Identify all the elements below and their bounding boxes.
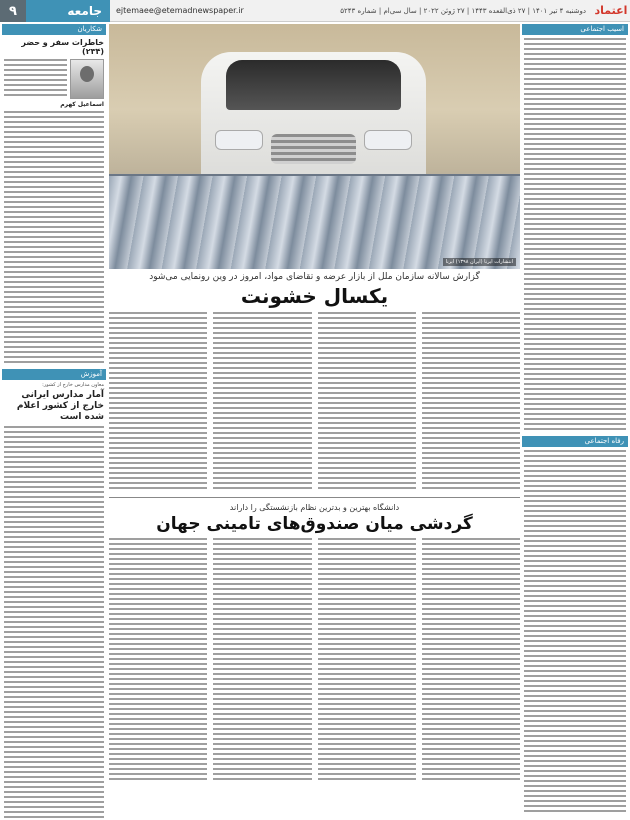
column-text-top — [4, 59, 67, 99]
lead-text-col — [422, 312, 520, 492]
right-section-bar: اسیب اجتماعی — [522, 24, 628, 35]
left-column — [2, 24, 106, 820]
dateline: دوشنبه ۴ تیر ۱۴۰۱ | ۲۷ ذی‌القعده ۱۴۴۳ | ۲۷ ژوئن ۲۰۲۲ | سال سی‌ام | شماره ۵۲۴۳ — [340, 6, 586, 15]
lead-text-col — [318, 312, 416, 492]
welfare-section-bar: رفاه اجتماعی — [522, 436, 628, 447]
second-body — [109, 538, 520, 782]
right-text-top — [524, 38, 626, 433]
second-text-col — [109, 538, 207, 782]
second-headline: گردشی میان صندوق‌های تامینی جهان — [156, 514, 473, 534]
column-text — [4, 111, 104, 366]
newspaper-logo: اعتماد — [592, 0, 630, 22]
second-text-col — [318, 538, 416, 782]
lead-text-col — [109, 312, 207, 492]
header-info — [110, 0, 592, 22]
education-section-bar: آموزش — [2, 369, 106, 380]
author-name: اسماعیل کهرم — [60, 101, 104, 108]
second-text-col — [213, 538, 311, 782]
column-section-bar: شکاریان — [2, 24, 106, 35]
right-column — [522, 24, 628, 820]
education-title: آمار مدارس ایرانی خارج از کشور اعلام شده است — [16, 390, 104, 422]
lead-headline: یکسال خشونت — [240, 284, 389, 308]
section-name: جامعه — [26, 0, 110, 22]
author-box — [4, 59, 104, 99]
page-number: ۹ — [0, 0, 26, 22]
lead-kicker: گزارش سالانه سازمان ملل از بازار عرضه و تقاضای مواد، امروز در وین رونمایی می‌شود — [149, 272, 480, 282]
car-window — [226, 60, 401, 110]
photo-credit: انتشارات ایرنا (ایران ۱۳۹۸) ایرنا — [443, 258, 516, 266]
author-photo — [70, 59, 104, 99]
page-header — [0, 0, 630, 22]
story-divider — [109, 497, 520, 498]
lead-photo — [109, 24, 520, 269]
right-text-bottom — [524, 450, 626, 815]
lead-body — [109, 312, 520, 492]
section-email[interactable]: ejtemaee@etemadnewspaper.ir — [116, 6, 244, 15]
column-title: خاطرات سفر و حضر (۲۳۴) — [21, 38, 104, 56]
second-text-col — [422, 538, 520, 782]
car-grille — [271, 134, 356, 164]
second-kicker: دانشگاه بهترین و بدترین نظام بازنشستگی را داراند — [229, 503, 400, 512]
education-subhead: معاون مدارس خارج از کشور: — [42, 382, 104, 388]
lead-text-col — [213, 312, 311, 492]
seized-packages — [109, 174, 520, 269]
car-light-left — [215, 130, 263, 150]
car-light-right — [364, 130, 412, 150]
main-content — [109, 24, 520, 820]
education-text — [4, 426, 104, 820]
